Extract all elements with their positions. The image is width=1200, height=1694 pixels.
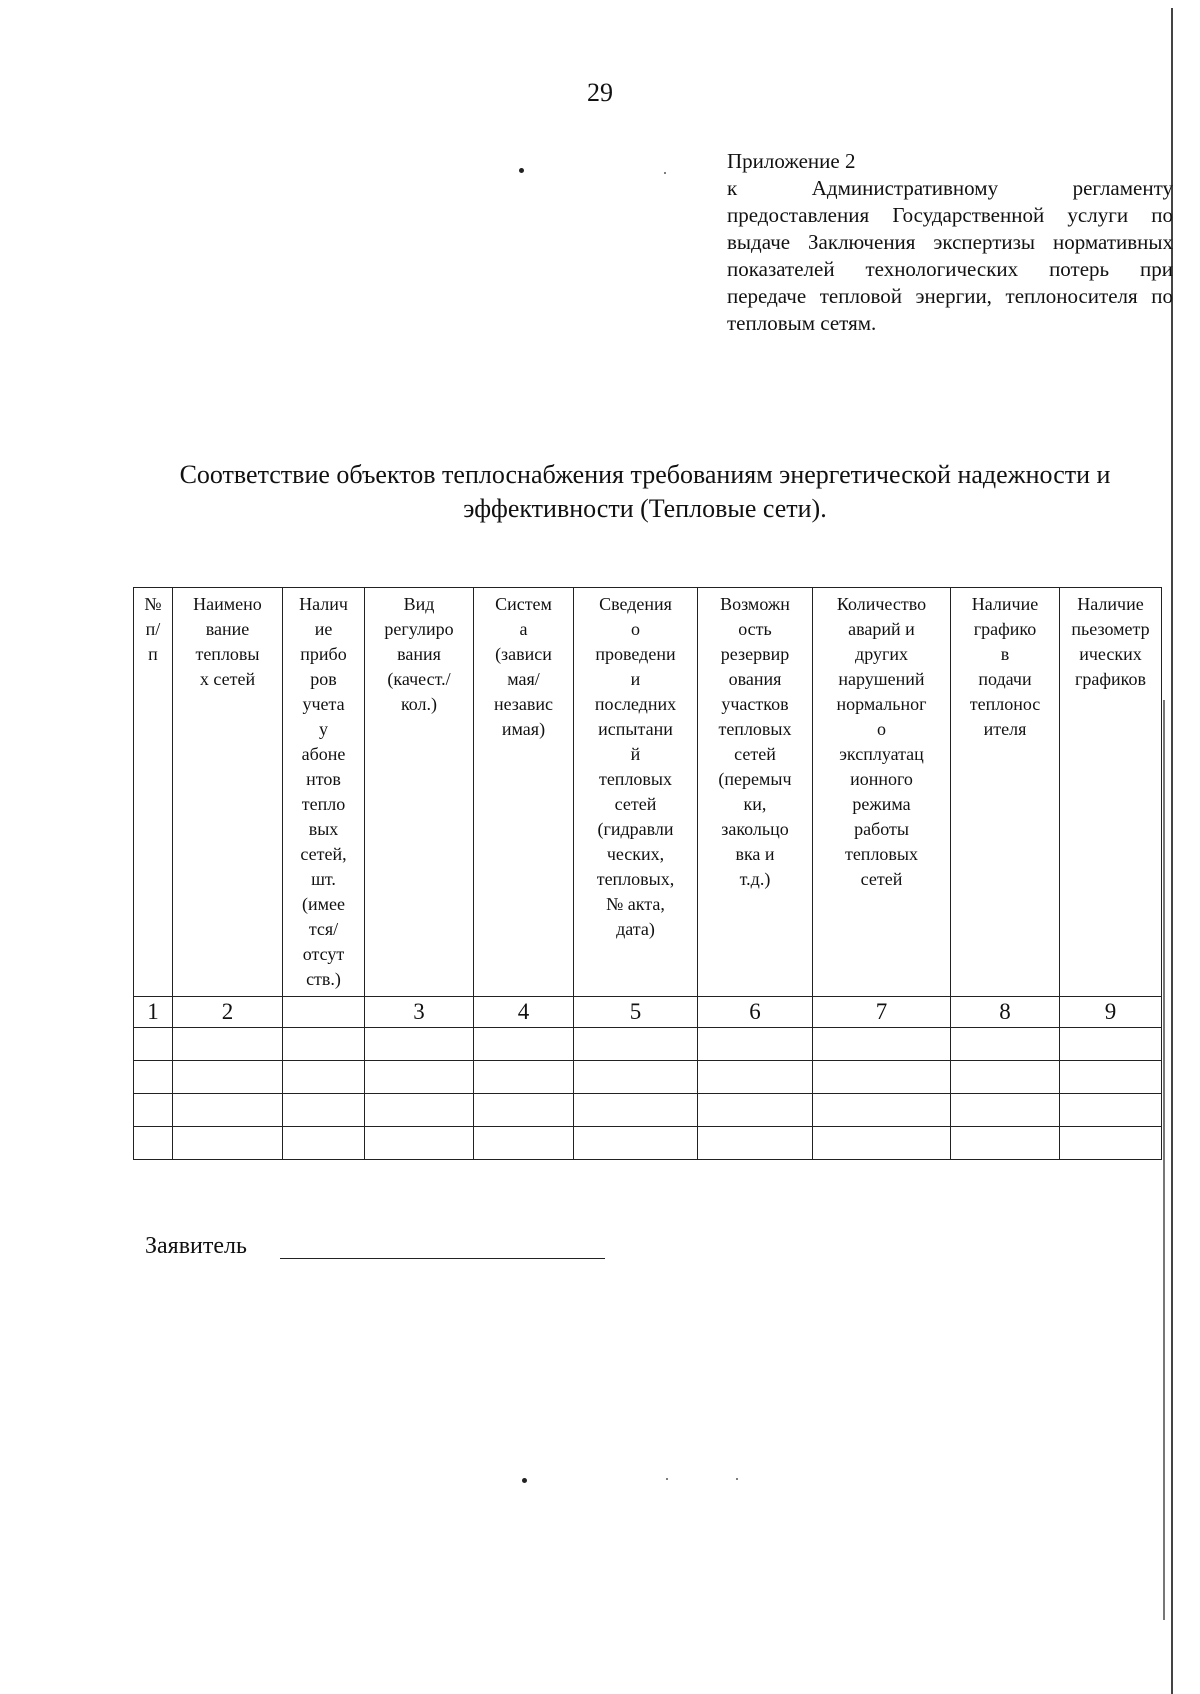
column-number: 9 [1060,997,1162,1028]
scan-edge-line-inner [1163,700,1165,1620]
table-cell [134,1127,173,1160]
page-number: 29 [587,78,613,107]
appendix-body: к Административному регламенту предоставления Государственной услуги по выдаче Заключения экспертизы нормативных показателей технологических потерь при передаче тепловой энергии, теплоносителя по тепловым сетям. [727,176,1173,335]
table-cell [698,1127,813,1160]
table-cell [951,1028,1060,1061]
column-number: 7 [813,997,951,1028]
table-cell [474,1127,574,1160]
table-row [134,1127,1162,1160]
document-title [130,458,1160,526]
table-cell [365,1061,474,1094]
table-cell [574,1127,698,1160]
table-cell [283,1127,365,1160]
table-cell [173,1028,283,1061]
table-cell [951,1061,1060,1094]
table-cell [283,1094,365,1127]
header-cell: № п/ п [134,588,173,997]
header-cell: Наличие графико в подачи теплонос ителя [951,588,1060,997]
table-cell [1060,1094,1162,1127]
header-cell: Сведения о проведени и последних испытани й тепловых сетей (гидравли ческих, тепловых, № акта, дата) [574,588,698,997]
table-cell [474,1094,574,1127]
table-cell [574,1094,698,1127]
appendix-block [727,148,1173,337]
table-cell [813,1094,951,1127]
column-number: 1 [134,997,173,1028]
header-cell: Налич ие прибо ров учета у абоне нтов тепло вых сетей, шт. (имее тся/ отсут ств.) [283,588,365,997]
column-number: 4 [474,997,574,1028]
table-cell [283,1028,365,1061]
table-cell [1060,1061,1162,1094]
document-title-line2: эффективности (Тепловые сети). [463,494,827,523]
scan-speck [736,1478,738,1480]
table-cell [365,1127,474,1160]
table-cell [134,1028,173,1061]
column-number: 3 [365,997,474,1028]
table-cell [698,1028,813,1061]
table-cell [365,1028,474,1061]
table-header-row [134,588,1162,997]
table-row [134,1061,1162,1094]
table-cell [813,1061,951,1094]
header-cell: Вид регулиро вания (качест./ кол.) [365,588,474,997]
header-cell: Возможн ость резервир ования участков тепловых сетей (перемыч ки, закольцо вка и т.д.) [698,588,813,997]
table-cell [813,1028,951,1061]
scan-speck [664,172,666,174]
scan-speck [522,1478,527,1483]
applicant-signature-line[interactable] [280,1258,605,1259]
table-cell [173,1061,283,1094]
applicant-label: Заявитель [145,1233,247,1259]
table-row [134,1094,1162,1127]
table-cell [574,1061,698,1094]
column-number [283,997,365,1028]
table-cell [173,1094,283,1127]
scan-speck [519,168,524,173]
header-cell: Наличие пьезометр ических графиков [1060,588,1162,997]
reliability-table [133,587,1162,1160]
document-title-line1: Соответствие объектов теплоснабжения требованиям энергетической надежности и [179,460,1111,489]
header-cell: Количество аварий и других нарушений нормальног о эксплуатац ионного режима работы тепловых сетей [813,588,951,997]
column-number: 8 [951,997,1060,1028]
table-cell [283,1061,365,1094]
table-cell [574,1028,698,1061]
column-number: 2 [173,997,283,1028]
table-cell [698,1094,813,1127]
scan-speck [666,1478,668,1480]
table-cell [134,1094,173,1127]
table-cell [365,1094,474,1127]
table-cell [1060,1127,1162,1160]
table-cell [134,1061,173,1094]
header-cell: Наимено вание тепловы х сетей [173,588,283,997]
table-cell [1060,1028,1162,1061]
table-cell [474,1061,574,1094]
column-number: 5 [574,997,698,1028]
table-cell [951,1094,1060,1127]
table-cell [173,1127,283,1160]
appendix-title: Приложение 2 [727,149,856,173]
table-cell [951,1127,1060,1160]
table-cell [813,1127,951,1160]
table-row [134,1028,1162,1061]
table-cell [474,1028,574,1061]
header-cell: Систем а (зависи мая/ независ имая) [474,588,574,997]
table-cell [698,1061,813,1094]
column-number: 6 [698,997,813,1028]
column-number-row [134,997,1162,1028]
